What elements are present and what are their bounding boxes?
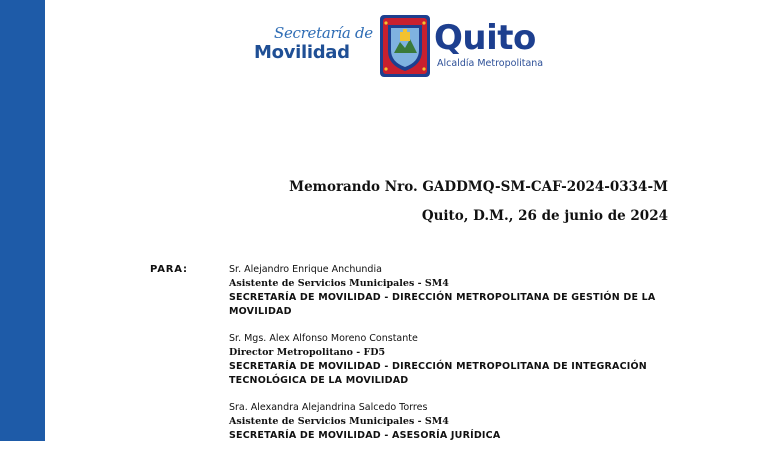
logo-bold-text: Movilidad [254, 42, 350, 63]
recipient-department: SECRETARÍA DE MOVILIDAD - DIRECCIÓN METROPOLITANA DE INTEGRACIÓN TECNOLÓGICA DE LA MOVILIDAD [229, 361, 647, 386]
quito-alcaldia-logo [434, 20, 564, 72]
quito-title: Quito [434, 18, 536, 58]
recipient-role: Asistente de Servicios Municipales - SM4 [229, 278, 449, 289]
recipient-role: Director Metropolitano - FD5 [229, 347, 386, 358]
recipient-department: SECRETARÍA DE MOVILIDAD - ASESORÍA JURÍDICA [229, 430, 501, 441]
recipient-block [229, 332, 679, 388]
quito-subtitle: Alcaldía Metropolitana [437, 58, 544, 69]
quito-coat-of-arms-icon [380, 15, 430, 77]
recipient-list [229, 263, 679, 456]
logo-script-text: Secretaría de [274, 24, 373, 42]
memo-date: Quito, D.M., 26 de junio de 2024 [421, 208, 668, 224]
recipient-name: Sra. Alexandra Alejandrina Salcedo Torres [229, 402, 428, 413]
secretaria-movilidad-logo [252, 24, 373, 68]
recipient-name: Sr. Alejandro Enrique Anchundia [229, 264, 382, 275]
recipient-block [229, 263, 679, 319]
recipient-role: Asistente de Servicios Municipales - SM4 [229, 416, 449, 427]
recipient-name: Sr. Mgs. Alex Alfonso Moreno Constante [229, 333, 418, 344]
recipient-block [229, 401, 679, 443]
memo-number: Memorando Nro. GADDMQ-SM-CAF-2024-0334-M [289, 179, 668, 195]
recipient-department: SECRETARÍA DE MOVILIDAD - DIRECCIÓN METROPOLITANA DE GESTIÓN DE LA MOVILIDAD [229, 292, 656, 317]
para-label: PARA: [150, 264, 188, 275]
left-accent-bar [0, 0, 45, 441]
